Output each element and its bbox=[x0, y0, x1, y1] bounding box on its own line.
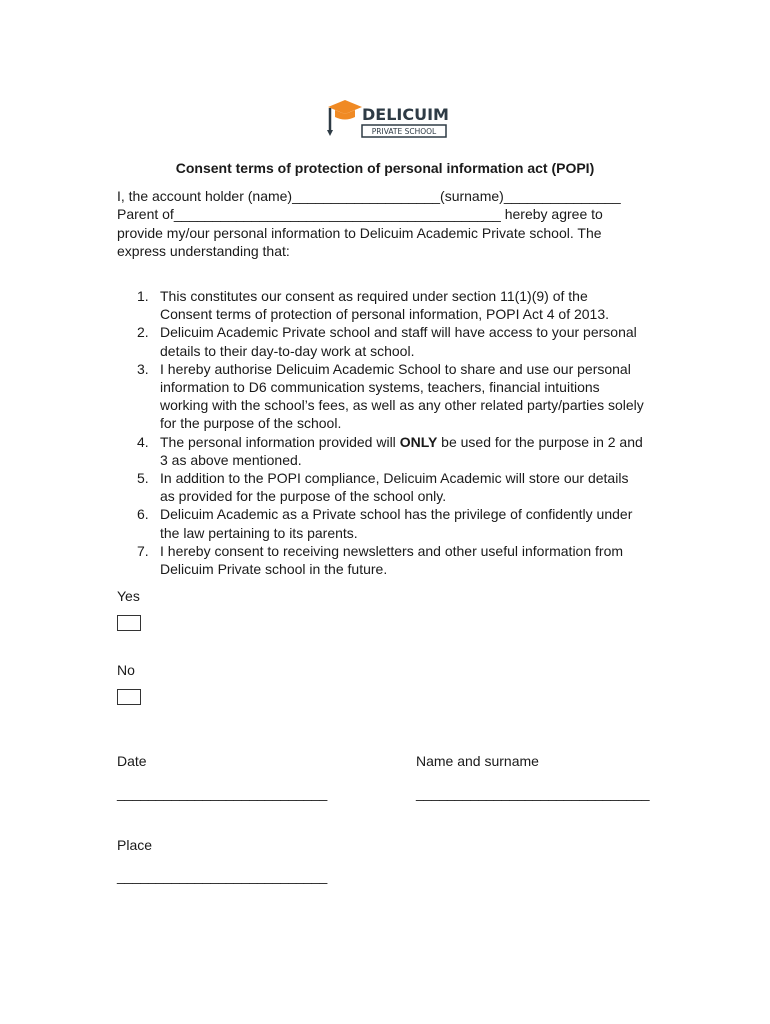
item-text-part: The personal information provided will bbox=[160, 433, 400, 450]
item-number: 7. bbox=[137, 542, 149, 559]
yes-checkbox[interactable] bbox=[117, 615, 141, 631]
list-item bbox=[117, 287, 662, 323]
item-text bbox=[160, 433, 662, 451]
document-title: Consent terms of protection of personal information act (POPI) bbox=[175, 160, 595, 176]
date-label: Date bbox=[117, 753, 147, 769]
item-number: 6. bbox=[137, 506, 149, 523]
intro-line: Parent of__________________________________________ hereby agree to bbox=[117, 206, 603, 223]
item-text: for the purpose of the school. bbox=[160, 415, 342, 432]
item-number: 4. bbox=[137, 433, 149, 450]
no-label: No bbox=[117, 662, 135, 678]
item-text: details to their day-to-day work at school. bbox=[160, 342, 415, 359]
intro-line: express understanding that: bbox=[117, 243, 290, 260]
yes-label: Yes bbox=[117, 588, 140, 604]
emphasis-text: ONLY bbox=[399, 433, 438, 450]
item-text-part: be used for the purpose in 2 and bbox=[437, 433, 643, 450]
item-text: the law pertaining to its parents. bbox=[160, 524, 358, 541]
graduation-cap-icon bbox=[328, 100, 362, 114]
place-label: Place bbox=[117, 837, 153, 853]
item-text: In addition to the POPI compliance, Delicuim Academic will store our details bbox=[160, 470, 629, 487]
consent-terms-list bbox=[117, 287, 662, 578]
item-number: 2. bbox=[137, 324, 149, 341]
intro-line: I, the account holder (name)___________________(surname)_______________ bbox=[117, 188, 621, 204]
intro-line: provide my/our personal information to Delicuim Academic Private school. The bbox=[117, 224, 602, 241]
list-item bbox=[117, 505, 662, 541]
item-text: information to D6 communication systems, teachers, financial intuitions bbox=[160, 379, 600, 396]
list-item bbox=[117, 323, 662, 359]
list-item bbox=[117, 469, 662, 505]
logo-subtitle-text: PRIVATE SCHOOL bbox=[371, 127, 437, 136]
item-text: I hereby authorise Delicuim Academic School to share and use our personal bbox=[160, 360, 631, 377]
item-text: This constitutes our consent as required under section 11(1)(9) of the bbox=[160, 288, 588, 304]
item-text: I hereby consent to receiving newsletters and other useful information from bbox=[160, 542, 624, 559]
list-item bbox=[117, 433, 662, 469]
place-field[interactable]: ___________________________ bbox=[117, 868, 328, 884]
intro-paragraph bbox=[117, 187, 657, 261]
list-item bbox=[117, 360, 662, 433]
list-item bbox=[117, 542, 662, 578]
item-text: working with the school’s fees, as well as any other related party/parties solely bbox=[160, 397, 644, 414]
school-logo bbox=[324, 98, 452, 142]
item-text: Delicuim Academic Private school and staff will have access to your personal bbox=[160, 324, 637, 341]
item-text: Delicuim Academic as a Private school has the privilege of confidently under bbox=[160, 506, 633, 523]
item-text: Consent terms of protection of personal information, POPI Act 4 of 2013. bbox=[160, 306, 610, 323]
item-number: 5. bbox=[137, 470, 149, 487]
item-text: Delicuim Private school in the future. bbox=[160, 561, 388, 578]
item-text: as provided for the purpose of the school only. bbox=[160, 488, 447, 505]
item-number: 3. bbox=[137, 360, 149, 377]
logo-brand-text: DELICUIM bbox=[362, 105, 449, 124]
no-checkbox[interactable] bbox=[117, 689, 141, 705]
item-number: 1. bbox=[137, 288, 149, 304]
name-surname-field[interactable]: ______________________________ bbox=[416, 785, 650, 801]
date-field[interactable]: ___________________________ bbox=[117, 785, 328, 801]
item-text: 3 as above mentioned. bbox=[160, 451, 302, 468]
name-surname-label: Name and surname bbox=[416, 753, 539, 769]
